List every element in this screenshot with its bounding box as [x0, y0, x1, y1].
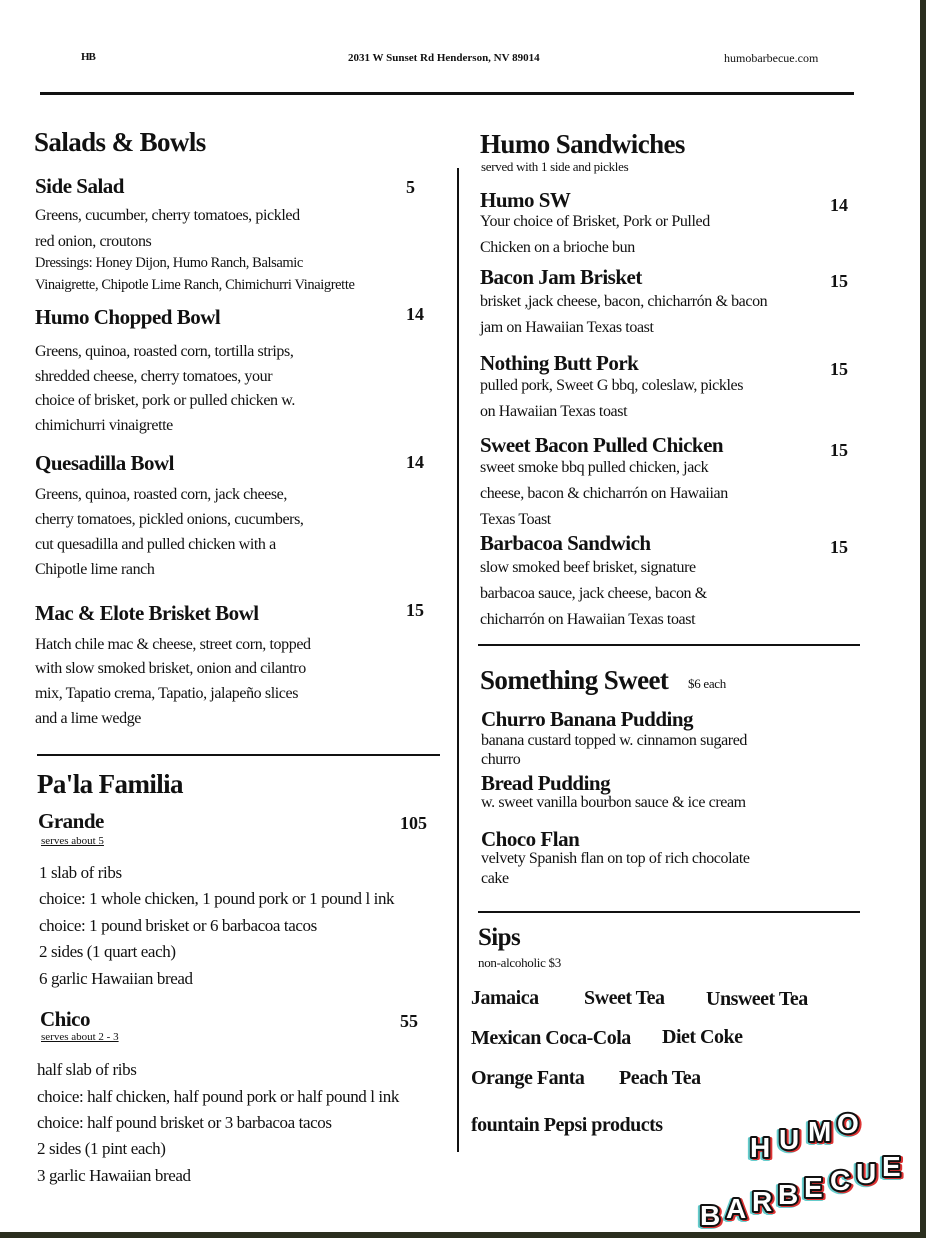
- item-desc: Greens, quinoa, roasted corn, tortilla strips,: [35, 343, 294, 360]
- item-name: Choco Flan: [481, 827, 580, 851]
- logo-letter-line2: A: [726, 1193, 747, 1224]
- item-desc: chicharrón on Hawaiian Texas toast: [480, 611, 696, 628]
- package-line: choice: 1 whole chicken, 1 pound pork or 1 pound l ink: [39, 889, 395, 908]
- section-subtitle: non-alcoholic $3: [478, 955, 561, 970]
- item-name: Humo SW: [480, 188, 571, 212]
- humo-barbecue-logo: [692, 1085, 920, 1232]
- item-name: Nothing Butt Pork: [480, 351, 639, 375]
- package-line: choice: half chicken, half pound pork or half pound l ink: [37, 1087, 399, 1106]
- section-title-sips: Sips: [478, 924, 521, 951]
- item-desc: Chipotle lime ranch: [35, 561, 155, 578]
- section-divider: [37, 754, 440, 756]
- monogram-logo: HB: [81, 51, 95, 63]
- item-desc: barbacoa sauce, jack cheese, bacon &: [480, 585, 707, 602]
- drink-item: fountain Pepsi products: [471, 1114, 663, 1136]
- item-desc: cake: [481, 870, 509, 887]
- section-subtitle: served with 1 side and pickles: [481, 159, 629, 174]
- drink-item: Mexican Coca-Cola: [471, 1027, 631, 1049]
- item-desc: Chicken on a brioche bun: [480, 239, 635, 256]
- logo-letter-line2: E: [882, 1151, 901, 1182]
- drink-item: Unsweet Tea: [706, 988, 808, 1010]
- drink-item: Sweet Tea: [584, 987, 665, 1009]
- item-desc: slow smoked beef brisket, signature: [480, 559, 696, 576]
- header-divider: [40, 92, 854, 95]
- package-line: 1 slab of ribs: [39, 863, 122, 882]
- package-line: half slab of ribs: [37, 1060, 137, 1079]
- item-desc: and a lime wedge: [35, 710, 141, 727]
- section-title-salads: Salads & Bowls: [34, 127, 206, 157]
- package-line: 2 sides (1 pint each): [37, 1139, 166, 1158]
- logo-letter-line2: B: [700, 1200, 721, 1231]
- item-price: 15: [830, 440, 848, 460]
- item-desc: sweet smoke bbq pulled chicken, jack: [480, 459, 709, 476]
- item-desc: cheese, bacon & chicharrón on Hawaiian: [480, 485, 728, 502]
- item-desc: Your choice of Brisket, Pork or Pulled: [480, 213, 710, 230]
- drink-item: Diet Coke: [662, 1026, 743, 1048]
- drink-item: Orange Fanta: [471, 1067, 585, 1089]
- logo-letter-line2: C: [830, 1165, 851, 1196]
- drink-item: Jamaica: [471, 987, 539, 1009]
- item-price: 15: [406, 600, 424, 620]
- item-name: Bacon Jam Brisket: [480, 265, 642, 289]
- section-title-familia: Pa'la Familia: [37, 769, 183, 799]
- item-price: 15: [830, 359, 848, 379]
- item-price: 15: [830, 537, 848, 557]
- item-price: 14: [406, 452, 424, 472]
- item-desc: Texas Toast: [480, 511, 551, 528]
- item-desc: Hatch chile mac & cheese, street corn, topped: [35, 636, 311, 653]
- item-desc: choice of brisket, pork or pulled chicken w.: [35, 392, 295, 409]
- item-desc: with slow smoked brisket, onion and cilantro: [35, 660, 306, 677]
- package-line: 3 garlic Hawaiian bread: [37, 1166, 191, 1185]
- serves-note: serves about 5: [41, 835, 104, 847]
- item-desc: churro: [481, 751, 521, 768]
- item-desc: Greens, quinoa, roasted corn, jack cheese,: [35, 486, 287, 503]
- package-line: choice: half pound brisket or 3 barbacoa tacos: [37, 1113, 332, 1132]
- logo-letter-line1: O: [837, 1108, 859, 1139]
- item-desc: w. sweet vanilla bourbon sauce & ice cream: [481, 794, 746, 811]
- item-desc: Greens, cucumber, cherry tomatoes, pickled: [35, 207, 300, 224]
- item-desc: velvety Spanish flan on top of rich chocolate: [481, 850, 750, 867]
- item-price: 55: [400, 1011, 418, 1031]
- item-desc: red onion, croutons: [35, 233, 152, 250]
- item-dressings: Dressings: Honey Dijon, Humo Ranch, Balsamic: [35, 255, 303, 271]
- item-price: 5: [406, 177, 415, 197]
- item-name: Side Salad: [35, 174, 124, 198]
- item-name: Humo Chopped Bowl: [35, 305, 221, 329]
- logo-letter-line2: U: [856, 1158, 877, 1189]
- item-desc: mix, Tapatio crema, Tapatio, jalapeño slices: [35, 685, 299, 702]
- item-name: Sweet Bacon Pulled Chicken: [480, 433, 724, 457]
- item-name: Barbacoa Sandwich: [480, 531, 651, 555]
- item-price: 14: [830, 195, 848, 215]
- drink-item: Peach Tea: [619, 1067, 701, 1089]
- item-dressings: Vinaigrette, Chipotle Lime Ranch, Chimichurri Vinaigrette: [35, 277, 355, 293]
- price-note: $6 each: [688, 676, 726, 691]
- item-desc: cut quesadilla and pulled chicken with a: [35, 536, 276, 553]
- section-title-sandwiches: Humo Sandwiches: [480, 129, 685, 159]
- item-desc: pulled pork, Sweet G bbq, coleslaw, pickles: [480, 377, 744, 394]
- item-price: 14: [406, 304, 424, 324]
- item-desc: jam on Hawaiian Texas toast: [480, 319, 654, 336]
- logo-lettering: [700, 1108, 901, 1231]
- item-desc: banana custard topped w. cinnamon sugared: [481, 732, 748, 749]
- item-name: Mac & Elote Brisket Bowl: [35, 601, 259, 625]
- logo-letter-line1: U: [779, 1124, 800, 1155]
- item-desc: on Hawaiian Texas toast: [480, 403, 628, 420]
- website-link[interactable]: humobarbecue.com: [724, 51, 819, 65]
- serves-note: serves about 2 - 3: [41, 1031, 119, 1043]
- item-name: Churro Banana Pudding: [481, 707, 694, 731]
- logo-letter-line2: E: [804, 1172, 823, 1203]
- logo-letter-line1: H: [750, 1132, 771, 1163]
- item-name: Bread Pudding: [481, 771, 611, 795]
- package-line: 6 garlic Hawaiian bread: [39, 969, 193, 988]
- item-desc: brisket ,jack cheese, bacon, chicharrón & bacon: [480, 293, 768, 310]
- logo-letter-line2: B: [778, 1179, 799, 1210]
- logo-letter-line2: R: [752, 1186, 773, 1217]
- section-divider: [478, 911, 860, 913]
- item-name: Chico: [40, 1007, 90, 1031]
- logo-letter-line1: M: [808, 1116, 832, 1147]
- package-line: 2 sides (1 quart each): [39, 942, 176, 961]
- item-desc: shredded cheese, cherry tomatoes, your: [35, 368, 273, 385]
- item-price: 15: [830, 271, 848, 291]
- item-desc: chimichurri vinaigrette: [35, 417, 173, 434]
- item-name: Quesadilla Bowl: [35, 451, 174, 475]
- item-name: Grande: [38, 809, 104, 833]
- item-desc: cherry tomatoes, pickled onions, cucumbers,: [35, 511, 304, 528]
- package-line: choice: 1 pound brisket or 6 barbacoa tacos: [39, 916, 317, 935]
- section-title-sweet: Something Sweet: [480, 665, 669, 695]
- address: 2031 W Sunset Rd Henderson, NV 89014: [348, 52, 540, 64]
- item-price: 105: [400, 813, 427, 833]
- column-divider: [457, 168, 459, 1152]
- section-divider: [478, 644, 860, 646]
